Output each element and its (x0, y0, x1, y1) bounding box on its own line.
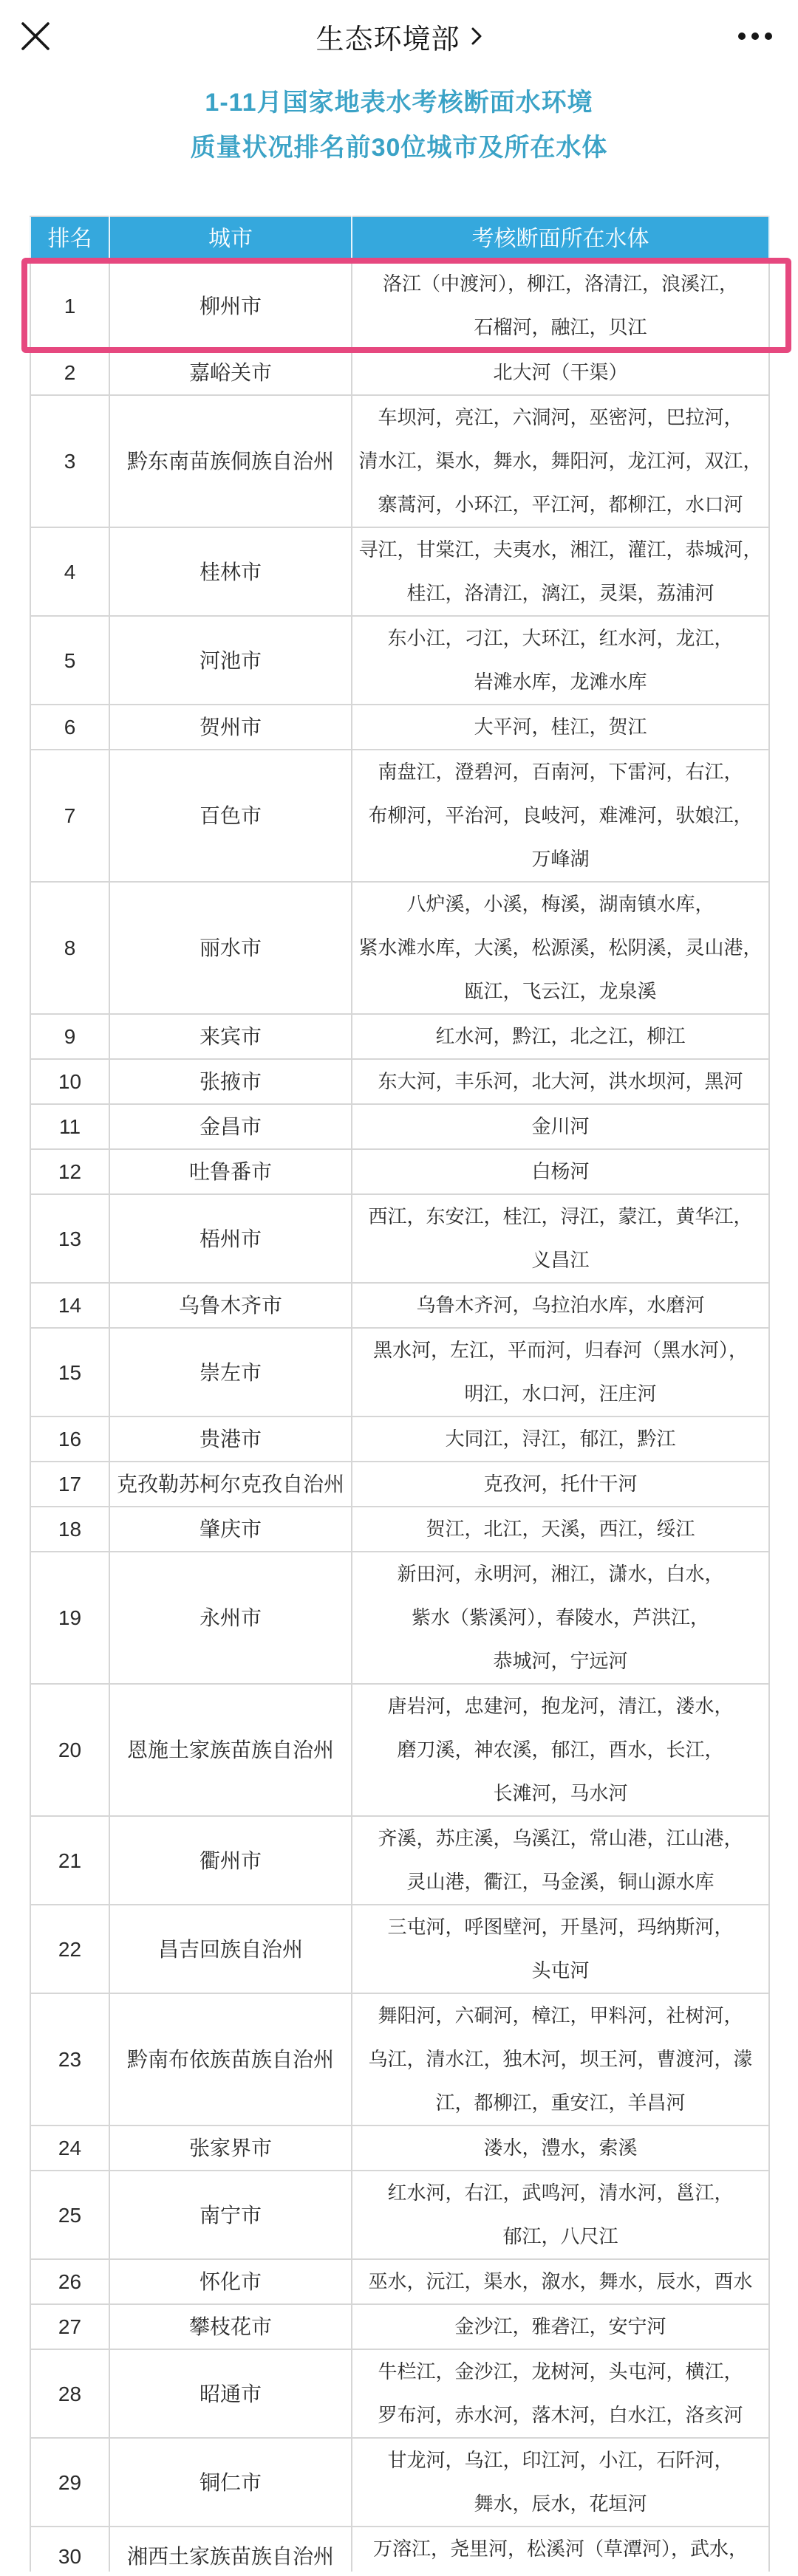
rank-value: 19 (58, 1606, 82, 1629)
rank-value: 12 (58, 1160, 82, 1183)
water-bodies-line: 长滩河，马水河 (493, 1782, 628, 1804)
water-bodies-line: 清水江，渠水，舞水，舞阳河，龙江河，双江， (358, 450, 763, 472)
water-bodies-line: 乌江，清水江，独木河，坝王河，曹渡河，濛 (368, 2048, 753, 2070)
table-row (30, 1059, 769, 1104)
city-cell (109, 395, 352, 527)
city-name: 张掖市 (199, 1070, 262, 1093)
city-name: 克孜勒苏柯尔克孜自治州 (116, 1473, 344, 1496)
water-bodies-line: 舞阳河，六硐河，樟江，甲料河，社树河， (378, 2004, 743, 2027)
city-name: 昭通市 (199, 2382, 262, 2405)
rank-value: 14 (58, 1294, 82, 1317)
city-cell (109, 1014, 352, 1059)
city-cell (109, 1417, 352, 1462)
water-bodies-line: 克孜河，托什干河 (483, 1473, 638, 1495)
water-bodies-line: 八炉溪，小溪，梅溪，湖南镇水库， (406, 893, 715, 915)
water-bodies-cell (352, 1328, 769, 1417)
city-cell (109, 1328, 352, 1417)
water-bodies-line: 石榴河，融江，贝江 (474, 316, 647, 338)
rank-value: 18 (58, 1518, 82, 1541)
rank-cell (30, 1194, 109, 1283)
water-bodies-line: 东小江，刁江，大环江，红水河，龙江， (387, 627, 734, 649)
water-bodies-cell (352, 1014, 769, 1059)
table-row (30, 2438, 769, 2527)
rank-cell (30, 705, 109, 750)
rank-value: 11 (58, 1115, 81, 1138)
water-bodies-line: 唐岩河，忠建河，抱龙河，清江，溇水， (387, 1695, 734, 1717)
table-row (30, 350, 769, 395)
city-cell (109, 882, 352, 1014)
table-body (30, 261, 769, 2572)
table-row (30, 1194, 769, 1283)
water-bodies-line: 北大河（干渠） (493, 361, 628, 383)
water-bodies-line: 黑水河，左江，平而河，归春河（黑水河）， (372, 1339, 748, 1361)
water-bodies-cell (352, 1417, 769, 1462)
city-name: 百色市 (199, 804, 262, 827)
city-cell (109, 1816, 352, 1905)
city-cell (109, 1149, 352, 1194)
city-cell (109, 2438, 352, 2527)
water-bodies-cell (352, 1059, 769, 1104)
water-bodies-line: 岩滩水库，龙滩水库 (474, 671, 647, 693)
water-bodies-line: 瓯江，飞云江，龙泉溪 (464, 980, 657, 1002)
water-bodies-cell (352, 1552, 769, 1684)
chevron-right-icon (471, 26, 482, 47)
rank-cell (30, 1816, 109, 1905)
rank-value: 23 (58, 2048, 82, 2071)
rank-value: 1 (64, 294, 76, 318)
rank-cell (30, 1462, 109, 1507)
city-name: 永州市 (199, 1606, 262, 1629)
water-bodies-line: 南盘江，澄碧河，百南河，下雷河，右江， (378, 761, 743, 783)
city-name: 张家界市 (188, 2137, 272, 2159)
water-bodies-line: 头屯河 (531, 1959, 590, 1981)
table-header-row (30, 216, 769, 261)
rank-cell (30, 616, 109, 705)
more-button[interactable] (732, 27, 779, 45)
water-bodies-cell (352, 2304, 769, 2349)
rank-cell (30, 2527, 109, 2572)
account-title: 生态环境部 (316, 24, 460, 55)
rank-value: 5 (64, 648, 76, 672)
water-bodies-cell (352, 1816, 769, 1905)
table-row (30, 1104, 769, 1149)
rank-value: 3 (64, 450, 76, 473)
water-bodies-cell (352, 750, 769, 882)
city-name: 贵港市 (199, 1428, 262, 1450)
water-bodies-line: 车坝河，亮江，六洞河，巫密河，巴拉河， (378, 406, 743, 428)
city-cell (109, 1905, 352, 1993)
city-name: 黔东南苗族侗族自治州 (126, 450, 334, 473)
city-name: 河池市 (199, 648, 262, 672)
water-bodies-cell (352, 527, 769, 616)
city-cell (109, 1194, 352, 1283)
water-bodies-line: 洛江（中渡河），柳江，洛清江，浪溪江， (382, 273, 738, 295)
water-bodies-line: 布柳河，平治河，良岐河，难滩河，驮娘江， (368, 804, 753, 826)
rank-cell (30, 1104, 109, 1149)
water-bodies-cell (352, 2171, 769, 2259)
water-bodies-line: 大平河，桂江，贺江 (474, 716, 647, 738)
rank-value: 28 (58, 2382, 82, 2405)
water-bodies-line: 万峰湖 (531, 848, 590, 870)
water-bodies-cell (352, 261, 769, 350)
rank-value: 7 (64, 804, 76, 827)
rankings-table (30, 216, 770, 2572)
city-name: 南宁市 (199, 2203, 262, 2227)
table-row (30, 1328, 769, 1417)
water-bodies-line: 寻江，甘棠江，夫夷水，湘江，灌江，恭城河， (358, 538, 763, 561)
city-name: 吐鲁番市 (188, 1160, 272, 1183)
heading-line-1: 1-11月国家地表水考核断面水环境 (205, 89, 593, 117)
city-cell (109, 1684, 352, 1816)
account-title-link[interactable] (118, 0, 680, 72)
rank-value: 9 (64, 1025, 76, 1048)
table-row (30, 2171, 769, 2259)
water-bodies-line: 东大河，丰乐河，北大河，洪水坝河，黑河 (378, 1070, 743, 1092)
table-row (30, 1993, 769, 2125)
table-row (30, 1283, 769, 1328)
city-cell (109, 2125, 352, 2171)
city-cell (109, 1104, 352, 1149)
table-row (30, 261, 769, 350)
water-bodies-cell (352, 882, 769, 1014)
rank-value: 30 (58, 2545, 82, 2568)
table-row (30, 395, 769, 527)
rank-cell (30, 261, 109, 350)
water-bodies-cell (352, 705, 769, 750)
water-bodies-line: 巫水，沅江，渠水，溆水，舞水，辰水，酉水 (368, 2270, 753, 2292)
water-bodies-cell (352, 1104, 769, 1149)
city-cell (109, 750, 352, 882)
rank-cell (30, 750, 109, 882)
water-bodies-cell (352, 395, 769, 527)
rank-value: 26 (58, 2270, 82, 2293)
water-bodies-line: 寨蒿河，小环江，平江河，都柳江，水口河 (378, 493, 743, 515)
top-bar (0, 0, 798, 72)
rank-cell (30, 2171, 109, 2259)
table-row (30, 882, 769, 1014)
rank-cell (30, 395, 109, 527)
table-container (30, 216, 768, 2572)
water-bodies-line: 桂江，洛清江，漓江，灵渠，荔浦河 (406, 582, 715, 604)
rank-value: 16 (58, 1428, 82, 1450)
table-row (30, 2125, 769, 2171)
city-cell (109, 1507, 352, 1552)
rank-value: 13 (58, 1227, 82, 1250)
rank-cell (30, 1059, 109, 1104)
water-bodies-line: 万溶江，尧里河，松溪河（草潭河），武水， (372, 2538, 748, 2560)
more-icon (732, 27, 779, 45)
rank-cell (30, 1014, 109, 1059)
table-row (30, 527, 769, 616)
close-icon (21, 21, 50, 51)
water-bodies-cell (352, 616, 769, 705)
water-bodies-cell (352, 1684, 769, 1816)
water-bodies-line: 紫水（紫溪河），春陵水，芦洪江， (411, 1606, 709, 1628)
table-row (30, 2349, 769, 2438)
city-cell (109, 705, 352, 750)
rank-value: 15 (58, 1360, 82, 1384)
table-row (30, 2527, 769, 2572)
table-row (30, 2259, 769, 2304)
table-row (30, 1417, 769, 1462)
city-name: 昌吉回族自治州 (157, 1937, 303, 1961)
city-name: 崇左市 (199, 1360, 262, 1384)
city-name: 嘉峪关市 (188, 361, 272, 384)
water-bodies-line: 红水河，黔江，北之江，柳江 (435, 1025, 686, 1047)
header-city: 城市 (109, 216, 352, 261)
city-cell (109, 2171, 352, 2259)
city-name: 丽水市 (199, 936, 262, 959)
rank-cell (30, 1507, 109, 1552)
water-bodies-cell (352, 2125, 769, 2171)
table-row (30, 1905, 769, 1993)
rank-cell (30, 527, 109, 616)
rank-value: 10 (58, 1070, 82, 1093)
water-bodies-line: 义昌江 (531, 1249, 590, 1271)
rank-value: 2 (64, 361, 76, 384)
table-row (30, 1684, 769, 1816)
table-row (30, 1552, 769, 1684)
water-bodies-cell (352, 1462, 769, 1507)
water-bodies-line: 郁江，八尺江 (502, 2225, 618, 2247)
rank-value: 29 (58, 2470, 82, 2494)
city-name: 肇庆市 (199, 1518, 262, 1541)
rank-cell (30, 2438, 109, 2527)
rank-cell (30, 1993, 109, 2125)
water-bodies-line: 西江，东安江，桂江，浔江，蒙江，黄华江， (368, 1205, 753, 1227)
city-cell (109, 1283, 352, 1328)
city-name: 铜仁市 (199, 2470, 262, 2494)
heading-line-2: 质量状况排名前30位城市及所在水体 (190, 134, 608, 162)
city-cell (109, 2527, 352, 2572)
water-bodies-cell (352, 2259, 769, 2304)
rank-cell (30, 1905, 109, 1993)
water-bodies-cell (352, 1194, 769, 1283)
table-row (30, 2304, 769, 2349)
table-row (30, 616, 769, 705)
city-name: 来宾市 (199, 1025, 262, 1048)
table-row (30, 1014, 769, 1059)
close-button[interactable] (21, 21, 50, 51)
water-bodies-line: 溇水，澧水，索溪 (483, 2137, 638, 2159)
city-name: 桂林市 (199, 560, 262, 583)
city-name: 金昌市 (199, 1115, 262, 1138)
water-bodies-cell (352, 1283, 769, 1328)
table-row (30, 1149, 769, 1194)
table-row (30, 1507, 769, 1552)
rank-cell (30, 1149, 109, 1194)
water-bodies-line: 三屯河，呼图壁河，开垦河，玛纳斯河， (387, 1916, 734, 1938)
header-water: 考核断面所在水体 (352, 216, 769, 261)
city-name: 攀枝花市 (188, 2315, 272, 2338)
city-name: 恩施土家族苗族自治州 (126, 1739, 334, 1761)
water-bodies-line: 红水河，右江，武鸣河，清水河，邕江， (387, 2182, 734, 2204)
rank-value: 17 (58, 1473, 82, 1496)
rank-cell (30, 2125, 109, 2171)
water-bodies-line: 新田河，永明河，湘江，潇水，白水， (397, 1563, 724, 1585)
rank-value: 8 (64, 936, 76, 959)
water-bodies-cell (352, 1993, 769, 2125)
water-bodies-line: 大同江，浔江，郁江，黔江 (445, 1428, 676, 1450)
header-rank: 排名 (30, 216, 109, 261)
water-bodies-line: 甘龙河，乌江，印江河，小江，石阡河， (387, 2449, 734, 2471)
rank-cell (30, 350, 109, 395)
water-bodies-line: 金川河 (531, 1115, 590, 1137)
city-name: 衢州市 (199, 1849, 262, 1872)
water-bodies-line: 舞水，辰水，花垣河 (474, 2493, 647, 2515)
rank-value: 4 (64, 560, 76, 583)
water-bodies-cell (352, 350, 769, 395)
city-name: 怀化市 (199, 2270, 262, 2293)
water-bodies-line: 乌鲁木齐河，乌拉泊水库，水磨河 (416, 1294, 705, 1316)
city-cell (109, 2259, 352, 2304)
water-bodies-cell (352, 1905, 769, 1993)
water-bodies-line: 恭城河，宁远河 (493, 1650, 628, 1672)
water-bodies-line: 明江，水口河，汪庄河 (464, 1383, 657, 1405)
city-cell (109, 2349, 352, 2438)
water-bodies-line: 江，都柳江，重安江，羊昌河 (435, 2092, 686, 2114)
rank-cell (30, 2304, 109, 2349)
rank-cell (30, 2259, 109, 2304)
water-bodies-line: 紧水滩水库，大溪，松源溪，松阴溪，灵山港， (358, 936, 763, 959)
table-row (30, 705, 769, 750)
rank-value: 27 (58, 2315, 82, 2338)
city-cell (109, 350, 352, 395)
city-name: 黔南布依族苗族自治州 (126, 2048, 334, 2071)
city-name: 梧州市 (199, 1227, 262, 1250)
water-bodies-line: 罗布河，赤水河，落木河，白水江，洛亥河 (378, 2404, 743, 2426)
water-bodies-cell (352, 2527, 769, 2572)
water-bodies-cell (352, 2438, 769, 2527)
city-cell (109, 1993, 352, 2125)
table-row (30, 1816, 769, 1905)
water-bodies-line: 灵山港，衢江，马金溪，铜山源水库 (406, 1871, 715, 1893)
city-name: 乌鲁木齐市 (178, 1294, 282, 1317)
water-bodies-cell (352, 2349, 769, 2438)
rank-cell (30, 1417, 109, 1462)
rank-value: 20 (58, 1739, 82, 1761)
water-bodies-line: 贺江，北江，天溪，西江，绥江 (426, 1518, 695, 1540)
city-cell (109, 527, 352, 616)
rank-value: 6 (64, 716, 76, 739)
city-cell (109, 1059, 352, 1104)
rank-cell (30, 1328, 109, 1417)
water-bodies-cell (352, 1149, 769, 1194)
city-cell (109, 1462, 352, 1507)
water-bodies-line: 金沙江，雅砻江，安宁河 (454, 2315, 666, 2337)
water-bodies-line: 磨刀溪，神农溪，郁江，酉水，长江， (397, 1739, 724, 1761)
rank-value: 24 (58, 2137, 82, 2159)
rank-value: 25 (58, 2203, 82, 2227)
city-cell (109, 1552, 352, 1684)
table-row (30, 1462, 769, 1507)
rank-cell (30, 882, 109, 1014)
rank-cell (30, 1283, 109, 1328)
rank-cell (30, 1552, 109, 1684)
city-name: 湘西土家族苗族自治州 (126, 2545, 334, 2568)
rank-cell (30, 1684, 109, 1816)
city-cell (109, 2304, 352, 2349)
city-name: 柳州市 (199, 294, 262, 318)
water-bodies-line: 白杨河 (531, 1160, 590, 1182)
article-heading (0, 80, 798, 171)
rank-value: 22 (58, 1937, 82, 1961)
city-name: 贺州市 (199, 716, 262, 739)
rank-value: 21 (58, 1849, 82, 1872)
water-bodies-line: 牛栏江，金沙江，龙树河，头屯河，横江， (378, 2360, 743, 2383)
water-bodies-line: 齐溪，苏庄溪，乌溪江，常山港，江山港， (378, 1827, 743, 1849)
city-cell (109, 261, 352, 350)
rank-cell (30, 2349, 109, 2438)
water-bodies-cell (352, 1507, 769, 1552)
city-cell (109, 616, 352, 705)
table-row (30, 750, 769, 882)
